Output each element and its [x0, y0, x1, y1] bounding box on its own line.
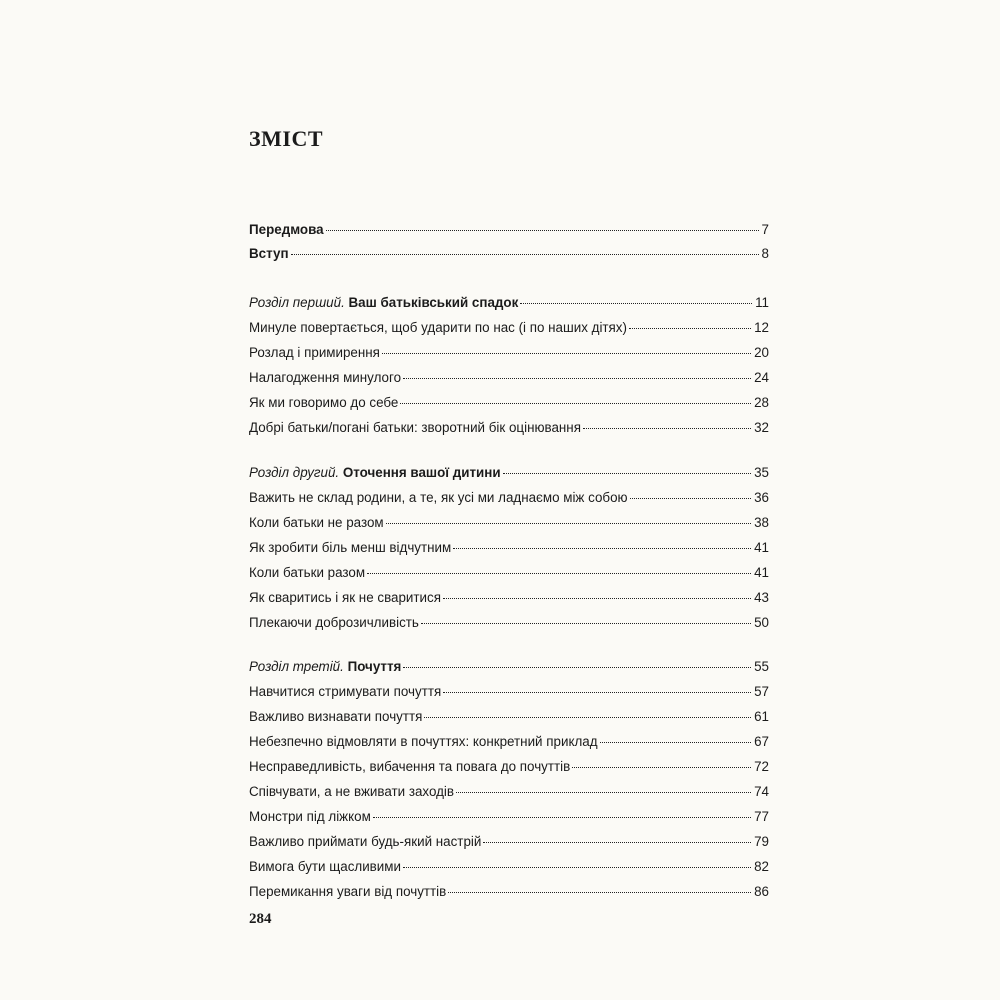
entry-text: Несправедливість, вибачення та повага до почуттів [249, 759, 571, 774]
toc-entry-title [249, 732, 598, 752]
toc-entry-title [249, 857, 401, 877]
toc-entry-title [249, 418, 581, 438]
toc-page-number: 41 [754, 565, 769, 580]
dot-leader [424, 717, 751, 718]
toc-page-number: 82 [754, 859, 769, 874]
toc-page-number: 7 [761, 222, 769, 237]
toc-page-number: 11 [755, 295, 769, 310]
toc-entry [249, 563, 769, 583]
toc-page-number: 24 [754, 370, 769, 385]
toc-entry [249, 538, 769, 558]
dot-leader [291, 254, 759, 255]
toc-entry [249, 613, 769, 633]
toc-entry [249, 807, 769, 827]
dot-leader [456, 792, 751, 793]
chapter-number: Розділ третій. [249, 659, 348, 674]
toc-chapter-heading [249, 293, 769, 313]
entry-text: Вимога бути щасливими [249, 859, 401, 874]
toc-entry [249, 244, 769, 264]
entry-text: Оточення вашої дитини [342, 465, 501, 480]
toc-entry [249, 418, 769, 438]
toc-page-number: 28 [754, 395, 769, 410]
toc-page-number: 55 [754, 659, 769, 674]
toc-entry-title [249, 318, 627, 338]
dot-leader [367, 573, 751, 574]
toc-entry [249, 782, 769, 802]
toc-entry-title [249, 220, 324, 240]
toc-entry-title [249, 393, 398, 413]
toc-page-number: 74 [754, 784, 769, 799]
dot-leader [572, 767, 751, 768]
toc-entry-title [249, 657, 401, 677]
toc-page-number: 38 [754, 515, 769, 530]
toc-entry-title [249, 463, 501, 483]
dot-leader [403, 378, 751, 379]
toc-entry-title [249, 807, 371, 827]
toc-entry [249, 832, 769, 852]
entry-text: Минуле повертається, щоб ударити по нас (і по наших дітях) [249, 320, 627, 335]
entry-text: Важливо визнавати почуття [249, 709, 423, 724]
entry-text: Вступ [249, 246, 289, 261]
entry-text: Налагодження минулого [249, 370, 402, 385]
toc-page-number: 20 [754, 345, 769, 360]
toc-chapter-heading [249, 657, 769, 677]
toc-page-number: 67 [754, 734, 769, 749]
dot-leader [483, 842, 751, 843]
toc-page-number: 79 [754, 834, 769, 849]
entry-text: Важливо приймати будь-який настрій [249, 834, 482, 849]
dot-leader [403, 667, 751, 668]
toc-page-number: 77 [754, 809, 769, 824]
toc-entry-title [249, 244, 289, 264]
chapter-number: Розділ перший. [249, 295, 349, 310]
toc-entry [249, 682, 769, 702]
toc-entry [249, 707, 769, 727]
toc-entry-title [249, 613, 419, 633]
dot-leader [403, 867, 751, 868]
entry-text: Монстри під ліжком [249, 809, 371, 824]
toc-entry-title [249, 682, 441, 702]
dot-leader [386, 523, 751, 524]
toc-entry-title [249, 757, 570, 777]
chapter-number: Розділ другий. [249, 465, 343, 480]
dot-leader [421, 623, 751, 624]
entry-text: Плекаючи доброзичливість [249, 615, 419, 630]
entry-text: Передмова [249, 222, 324, 237]
toc-page-number: 36 [754, 490, 769, 505]
toc-chapter-heading [249, 463, 769, 483]
entry-text: Ваш батьківський спадок [348, 295, 519, 310]
toc-page-number: 35 [754, 465, 769, 480]
toc-page-number: 12 [754, 320, 769, 335]
toc-entry-title [249, 368, 401, 388]
dot-leader [448, 892, 751, 893]
toc-entry-title [249, 782, 454, 802]
toc-page-number: 43 [754, 590, 769, 605]
toc-page-number: 72 [754, 759, 769, 774]
toc-entry [249, 882, 769, 902]
toc-entry-title [249, 343, 380, 363]
dot-leader [382, 353, 751, 354]
entry-text: Перемикання уваги від почуттів [249, 884, 447, 899]
dot-leader [443, 598, 751, 599]
entry-text: Співчувати, а не вживати заходів [249, 784, 455, 799]
entry-text: Коли батьки не разом [249, 515, 384, 530]
dot-leader [630, 498, 752, 499]
toc-entry-title [249, 488, 628, 508]
toc-entry-title [249, 707, 422, 727]
entry-text: Почуття [347, 659, 402, 674]
toc-page-number: 57 [754, 684, 769, 699]
toc-entry-title [249, 513, 384, 533]
dot-leader [629, 328, 751, 329]
entry-text: Коли батьки разом [249, 565, 366, 580]
entry-text: Як ми говоримо до себе [249, 395, 399, 410]
toc-page-number: 50 [754, 615, 769, 630]
entry-text: Розлад і примирення [249, 345, 380, 360]
dot-leader [520, 303, 752, 304]
toc-entry-title [249, 882, 446, 902]
dot-leader [503, 473, 752, 474]
toc-page-number: 8 [761, 246, 769, 261]
toc-entry [249, 857, 769, 877]
toc-page-number: 41 [754, 540, 769, 555]
dot-leader [600, 742, 752, 743]
toc-entry-title [249, 588, 441, 608]
entry-text: Важить не склад родини, а те, як усі ми ладнаємо між собою [249, 490, 628, 505]
toc-page-number: 86 [754, 884, 769, 899]
toc-entry [249, 757, 769, 777]
toc-entry-title [249, 293, 518, 313]
entry-text: Добрі батьки/погані батьки: зворотний бік оцінювання [249, 420, 581, 435]
toc-entry-title [249, 832, 481, 852]
toc-entry [249, 393, 769, 413]
toc-entry [249, 368, 769, 388]
page-title: ЗМІСТ [249, 126, 323, 151]
dot-leader [373, 817, 751, 818]
entry-text: Як зробити біль менш відчутним [249, 540, 452, 555]
toc-entry-title [249, 538, 451, 558]
dot-leader [443, 692, 751, 693]
entry-text: Навчитися стримувати почуття [249, 684, 442, 699]
toc-entry-title [249, 563, 365, 583]
entry-text: Як сваритись і як не сваритися [249, 590, 441, 605]
dot-leader [326, 230, 759, 231]
toc-page-number: 32 [754, 420, 769, 435]
toc-entry [249, 513, 769, 533]
toc-entry [249, 343, 769, 363]
dot-leader [400, 403, 751, 404]
toc-entry [249, 220, 769, 240]
toc-entry [249, 732, 769, 752]
toc-entry [249, 318, 769, 338]
dot-leader [453, 548, 751, 549]
toc-entry [249, 488, 769, 508]
dot-leader [583, 428, 751, 429]
entry-text: Небезпечно відмовляти в почуттях: конкретний приклад [249, 734, 598, 749]
page-number: 284 [249, 911, 272, 927]
toc-entry [249, 588, 769, 608]
toc-page-number: 61 [754, 709, 769, 724]
